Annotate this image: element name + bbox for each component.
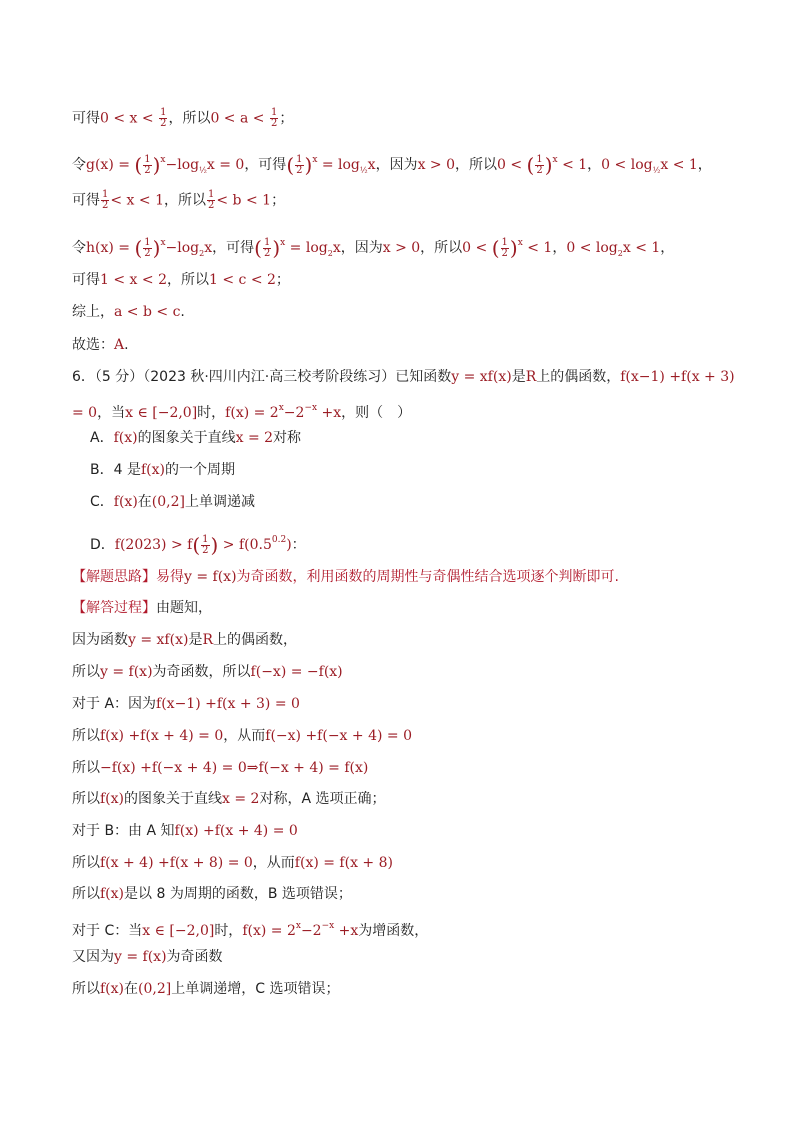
- text-segment: 上的偶函数，: [536, 369, 621, 385]
- math-expression: 0 < a <: [210, 110, 269, 127]
- parenthesized-fraction: [526, 153, 558, 177]
- text-segment: 故选：: [72, 337, 114, 353]
- fraction-numerator: 1: [296, 153, 303, 165]
- math-expression: 0 < log: [601, 157, 653, 173]
- text-segment: 所以: [72, 791, 100, 807]
- text-segment: ：: [291, 537, 306, 553]
- math-expression: y = f(x): [100, 664, 153, 680]
- text-segment: 所以: [72, 760, 100, 776]
- math-expression: (0,2]: [151, 494, 185, 510]
- math-expression: x = 0: [206, 157, 245, 173]
- text-segment: 为奇函数: [166, 949, 223, 965]
- text-segment: 上单调递增，C 选项错误；: [171, 981, 340, 997]
- text-segment: ，可得: [244, 157, 287, 173]
- subscript: 2: [617, 248, 623, 258]
- math-expression: < 1: [557, 157, 588, 173]
- math-expression: = 0: [72, 405, 98, 421]
- text-segment: 因为函数: [72, 632, 128, 648]
- exponent: x: [552, 155, 558, 165]
- math-expression: x = 2: [222, 791, 260, 807]
- math-expression: x ∈ [−2,0]: [142, 923, 215, 939]
- text-line: [72, 884, 352, 904]
- text-line: [72, 150, 712, 181]
- text-line: [90, 492, 255, 512]
- text-segment: 上的偶函数，: [212, 632, 297, 648]
- left-paren: (: [134, 153, 143, 177]
- text-segment: 是: [511, 369, 526, 385]
- right-paren: ): [210, 533, 219, 557]
- text-segment: ，从而: [223, 728, 266, 744]
- math-expression: x: [367, 157, 376, 173]
- math-expression: f(x): [100, 981, 125, 997]
- fraction-denominator: 2: [160, 118, 167, 129]
- fraction: [295, 155, 303, 176]
- math-expression: < x < 1: [110, 192, 164, 209]
- right-paren: ): [304, 153, 313, 177]
- right-paren: ): [509, 236, 518, 260]
- text-segment: 的一个周期: [164, 462, 235, 478]
- subscript: ½: [199, 165, 207, 175]
- fraction: [263, 238, 271, 259]
- math-expression: f(x): [140, 462, 165, 478]
- fraction: [201, 535, 209, 556]
- math-expression: 1 < x < 2: [100, 272, 167, 288]
- text-segment: ，因为: [340, 240, 383, 256]
- math-expression: R: [202, 632, 213, 648]
- text-segment: 由题知，: [156, 600, 212, 616]
- text-line: [72, 662, 343, 682]
- fraction-numerator: 1: [208, 189, 215, 200]
- fraction-numerator: 1: [501, 236, 508, 248]
- text-segment: ，可得: [212, 240, 255, 256]
- text-segment: 对称: [273, 430, 302, 446]
- math-expression: f(x): [100, 791, 125, 807]
- text-line: [72, 758, 368, 778]
- text-line: [72, 567, 619, 587]
- parenthesized-fraction: [192, 533, 219, 557]
- parenthesized-fraction: [491, 236, 523, 260]
- exponent: x: [160, 238, 166, 248]
- exponent: x: [312, 155, 318, 165]
- left-paren: (: [192, 533, 201, 557]
- text-line: [90, 460, 235, 480]
- text-segment: ，当: [97, 405, 126, 421]
- text-line: [72, 726, 412, 746]
- text-line: [72, 979, 339, 999]
- text-line: [72, 598, 212, 618]
- math-expression: f(−x) = −f(x): [250, 664, 343, 680]
- fraction-denominator: 2: [270, 118, 278, 129]
- math-expression: f(x) = 2: [242, 923, 296, 939]
- math-expression: 0 <: [462, 240, 492, 256]
- text-segment: .: [180, 304, 185, 320]
- fraction-numerator: 1: [102, 189, 109, 200]
- fraction-denominator: 2: [144, 164, 151, 176]
- math-expression: f(−x) +f(−x + 4) = 0: [265, 728, 412, 744]
- fraction-numerator: 1: [144, 153, 151, 165]
- math-expression: x = 2: [235, 430, 274, 446]
- math-expression: y = xf(x): [451, 369, 512, 385]
- text-line: [72, 270, 290, 290]
- text-line: [72, 916, 428, 941]
- fraction-denominator: 2: [144, 247, 151, 259]
- fraction-numerator: 1: [160, 107, 167, 118]
- math-expression: g(x) =: [86, 157, 135, 173]
- math-expression: f(x + 4) +f(x + 8) = 0: [100, 855, 253, 871]
- text-segment: B．4 是: [90, 462, 141, 478]
- exponent: x: [160, 155, 166, 165]
- text-segment: 是: [188, 632, 203, 648]
- fraction-denominator: 2: [102, 200, 109, 211]
- math-expression: x > 0: [382, 240, 421, 256]
- math-expression: < 1: [522, 240, 553, 256]
- text-segment: 可得: [72, 272, 100, 288]
- text-line: [72, 233, 674, 264]
- fraction: [159, 108, 167, 129]
- text-segment: 为奇函数，所以: [152, 664, 251, 680]
- text-line: [72, 694, 300, 714]
- math-expression: −2: [300, 923, 322, 939]
- text-segment: 的图象关于直线: [124, 791, 223, 807]
- text-line: [90, 530, 306, 556]
- parenthesized-fraction: [254, 236, 286, 260]
- text-line: [72, 398, 411, 423]
- subscript: ½: [359, 165, 368, 175]
- math-expression: f(x) = f(x + 8): [294, 855, 393, 871]
- text-segment: A．: [90, 430, 114, 446]
- fraction-denominator: 2: [536, 164, 543, 176]
- math-expression: +x: [334, 923, 359, 939]
- text-segment: 对于 A：因为: [72, 696, 157, 712]
- text-segment: 所以: [72, 886, 100, 902]
- text-line: [72, 789, 385, 809]
- math-expression: f(x−1) +f(x + 3) = 0: [156, 696, 300, 712]
- left-paren: (: [254, 236, 262, 260]
- text-line: [72, 302, 185, 322]
- left-paren: (: [134, 236, 143, 260]
- text-segment: 对称，A 选项正确；: [259, 791, 386, 807]
- text-segment: .: [124, 337, 129, 353]
- math-expression: x: [204, 240, 213, 256]
- math-expression: 1 < c < 2: [208, 272, 276, 288]
- math-expression: f(x): [113, 430, 138, 446]
- text-segment: 综上，: [72, 304, 114, 320]
- text-segment: ；: [275, 272, 290, 288]
- subscript: ½: [652, 165, 661, 175]
- text-segment: ；: [271, 192, 286, 209]
- right-paren: ): [272, 236, 281, 260]
- text-segment: D．: [90, 537, 115, 553]
- text-segment: 在: [124, 981, 139, 997]
- text-line: [72, 190, 285, 211]
- text-segment: ，: [660, 240, 675, 256]
- math-expression: f(x) +f(x + 4) = 0: [100, 728, 224, 744]
- math-expression: A: [114, 337, 125, 353]
- text-segment: 【解答过程】: [72, 600, 156, 616]
- math-expression: 0 < log: [566, 240, 618, 256]
- text-segment: 时，: [197, 405, 226, 421]
- text-segment: ，所以: [455, 157, 497, 173]
- math-expression: x ∈ [−2,0]: [125, 405, 198, 421]
- text-segment: ，所以: [420, 240, 463, 256]
- text-segment: 令: [72, 157, 86, 173]
- text-line: [72, 108, 293, 129]
- text-segment: 是以 8 为周期的函数，B 选项错误；: [124, 886, 352, 902]
- exponent: x: [278, 403, 284, 413]
- exponent: −x: [321, 921, 335, 931]
- math-expression: f(2023) > f: [114, 537, 193, 553]
- fraction-numerator: 1: [263, 236, 271, 248]
- math-expression: a < b < c: [114, 304, 181, 320]
- text-segment: ；: [279, 110, 294, 127]
- text-line: [72, 335, 129, 355]
- text-segment: 可得: [72, 192, 100, 209]
- text-line: [72, 853, 393, 873]
- right-paren: ): [544, 153, 553, 177]
- fraction: [207, 190, 215, 211]
- left-paren: (: [286, 153, 295, 177]
- fraction-denominator: 2: [296, 164, 303, 176]
- math-expression: x < 1: [660, 157, 698, 173]
- math-expression: = log: [285, 240, 328, 256]
- text-segment: ，所以: [166, 272, 209, 288]
- text-segment: ，从而: [252, 855, 295, 871]
- text-segment: 的图象关于直线: [137, 430, 236, 446]
- text-line: [72, 630, 297, 650]
- fraction-numerator: 1: [270, 107, 278, 118]
- left-paren: (: [491, 236, 500, 260]
- text-segment: ，: [587, 157, 602, 173]
- text-segment: 所以: [72, 664, 100, 680]
- fraction: [501, 238, 509, 259]
- text-segment: ，因为: [375, 157, 418, 173]
- text-line: [72, 947, 223, 967]
- fraction: [143, 238, 151, 259]
- text-segment: 为增函数，: [358, 923, 429, 939]
- text-segment: 所以: [72, 981, 100, 997]
- fraction-denominator: 2: [208, 200, 215, 211]
- fraction: [535, 155, 543, 176]
- math-expression: 0 <: [497, 157, 527, 173]
- fraction-denominator: 2: [501, 247, 508, 259]
- text-segment: 6．（5 分）（2023 秋·四川内江·高三校考阶段练习）已知函数: [72, 369, 452, 385]
- math-expression: > f(0.5: [218, 537, 272, 553]
- text-segment: ，: [697, 157, 712, 173]
- math-expression: (0,2]: [138, 981, 172, 997]
- text-segment: 对于 B：由 A 知: [72, 823, 175, 839]
- math-expression: +x: [317, 405, 342, 421]
- text-segment: 时，: [214, 923, 243, 939]
- math-expression: −log: [165, 240, 200, 256]
- math-expression: x > 0: [417, 157, 455, 173]
- fraction-denominator: 2: [202, 544, 209, 556]
- fraction-numerator: 1: [144, 236, 151, 248]
- text-segment: ，则（ ）: [341, 405, 412, 421]
- exponent: 0.2: [271, 535, 287, 545]
- math-expression: f(x−1) +f(x + 3): [620, 369, 735, 385]
- exponent: x: [295, 921, 301, 931]
- text-line: [72, 367, 735, 387]
- math-expression: y = f(x): [114, 949, 167, 965]
- fraction: [101, 190, 109, 211]
- text-segment: 可得: [72, 110, 100, 127]
- math-expression: = log: [317, 157, 360, 173]
- parenthesized-fraction: [286, 153, 318, 177]
- text-segment: 又因为: [72, 949, 114, 965]
- math-expression: f(x): [113, 494, 138, 510]
- text-segment: 对于 C：当: [72, 923, 143, 939]
- parenthesized-fraction: [134, 153, 166, 177]
- right-paren: ): [152, 236, 161, 260]
- left-paren: (: [526, 153, 535, 177]
- math-expression: 0 < x <: [100, 110, 159, 127]
- right-paren: ): [152, 153, 161, 177]
- math-expression: x < 1: [622, 240, 661, 256]
- text-segment: 【解题思路】易得: [72, 569, 184, 585]
- exponent: x: [280, 238, 286, 248]
- math-expression: x: [332, 240, 341, 256]
- exponent: −x: [304, 403, 318, 413]
- math-expression: < b < 1: [216, 192, 272, 209]
- text-segment: 所以: [72, 728, 100, 744]
- subscript: 2: [327, 248, 333, 258]
- text-line: [90, 428, 301, 448]
- math-expression: h(x) =: [86, 240, 135, 256]
- text-segment: 所以: [72, 855, 100, 871]
- exponent: x: [517, 238, 523, 248]
- math-expression: f(x) = 2: [225, 405, 279, 421]
- math-expression: −f(x) +f(−x + 4) = 0⇒f(−x + 4) = f(x): [100, 760, 369, 776]
- math-expression: y = f(x): [184, 569, 237, 585]
- text-line: [72, 821, 298, 841]
- fraction: [270, 108, 278, 129]
- subscript: 2: [199, 248, 205, 258]
- parenthesized-fraction: [134, 236, 166, 260]
- fraction-numerator: 1: [202, 533, 209, 545]
- math-expression: ): [286, 537, 292, 553]
- text-segment: ，: [552, 240, 567, 256]
- text-segment: 在: [137, 494, 152, 510]
- text-segment: 为奇函数，利用函数的周期性与奇偶性结合选项逐个判断即可.: [236, 569, 619, 585]
- math-expression: R: [525, 369, 537, 385]
- math-expression: −2: [283, 405, 305, 421]
- math-expression: f(x): [100, 886, 125, 902]
- text-segment: 上单调递减: [185, 494, 255, 510]
- text-segment: C．: [90, 494, 114, 510]
- text-segment: ，所以: [164, 192, 206, 209]
- math-expression: f(x) +f(x + 4) = 0: [174, 823, 298, 839]
- fraction-numerator: 1: [536, 153, 543, 165]
- math-expression: y = xf(x): [128, 632, 189, 648]
- fraction: [143, 155, 151, 176]
- text-segment: ，所以: [168, 110, 211, 127]
- text-segment: 令: [72, 240, 86, 256]
- fraction-denominator: 2: [263, 247, 271, 259]
- math-expression: −log: [165, 157, 200, 173]
